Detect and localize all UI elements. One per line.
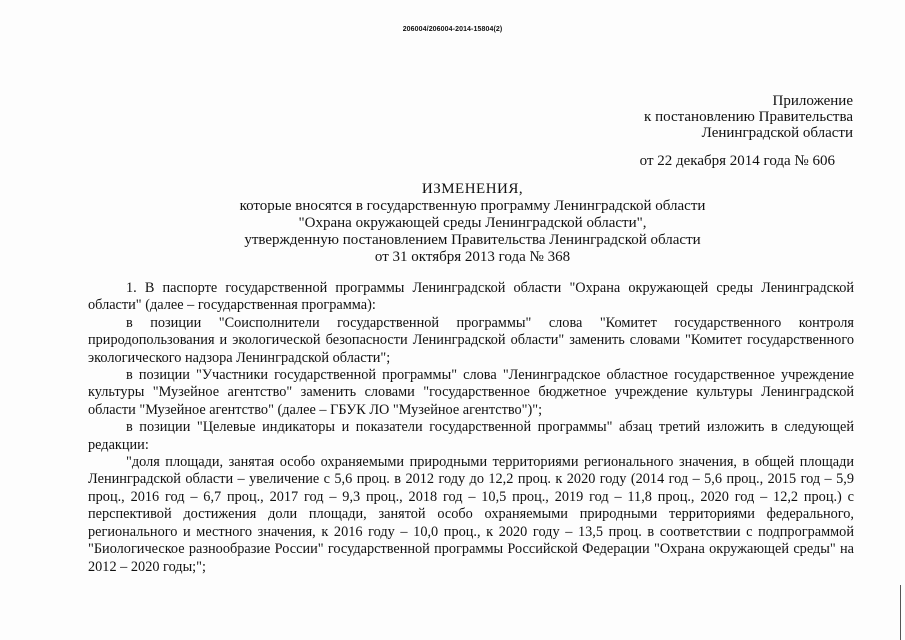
subtitle-line: "Охрана окружающей среды Ленинградской области", bbox=[298, 215, 647, 231]
resolution-number: 606 bbox=[812, 153, 835, 169]
subtitle-line: утвержденную постановлением Правительства Ленинградской области bbox=[244, 232, 701, 248]
appendix-line: к постановлению Правительства bbox=[644, 109, 853, 125]
appendix-line: Ленинградской области bbox=[701, 125, 853, 141]
paragraph: в позиции "Целевые индикаторы и показатели государственной программы" абзац третий изложить в следующей редакции: bbox=[88, 419, 854, 453]
paragraph: в позиции "Участники государственной программы" слова "Ленинградское областное государственное учреждение культуры "Музейное агентство" заменить словами "государственное бюджетное учреждение культуры Ленинградской области "Музейное агентство" (далее – ГБУК ЛО "Музейное агентство")"; bbox=[88, 367, 854, 418]
document-body bbox=[88, 280, 854, 576]
document-id: 206004/206004-2014-15804(2) bbox=[402, 26, 503, 33]
document-title: ИЗМЕНЕНИЯ, bbox=[421, 181, 524, 197]
resolution-date-prefix: от 22 декабря 2014 года № bbox=[639, 153, 813, 169]
paragraph: 1. В паспорте государственной программы Ленинградской области "Охрана окружающей среды Ленинградской области" (далее – государственная программа): bbox=[88, 280, 854, 314]
appendix-line: Приложение bbox=[772, 93, 853, 109]
paragraph: "доля площади, занятая особо охраняемыми природными территориями регионального значения, в общей площади Ленинградской области – увеличение с 5,6 проц. в 2012 году до 12,2 проц. к 2020 году (2014 год – 5,6 проц., 2015 год – 5,9 проц., 2016 год – 6,7 проц., 2017 год – 9,3 проц., 2018 год – 10,5 проц., 2019 год – 11,8 проц., 2020 год – 12,2 проц.) с перспективой достижения доли площади, занятой особо охраняемыми природными территориями федерального, регионального и местного значения, к 2016 году – 10,0 проц., к 2020 году – 13,5 проц. в соответствии с подпрограммой "Биологическое разнообразие России" государственной программы Российской Федерации "Охрана окружающей среды" на 2012 – 2020 годы;"; bbox=[88, 454, 854, 575]
subtitle-line: от 31 октября 2013 года № 368 bbox=[374, 249, 571, 265]
paragraph: в позиции "Соисполнители государственной программы" слова "Комитет государственного контроля природопользования и экологической безопасности Ленинградской области" заменить словами "Комитет государственного экологического надзора Ленинградской области"; bbox=[88, 314, 854, 366]
resolution-date bbox=[640, 153, 835, 170]
subtitle-line: которые вносятся в государственную программу Ленинградской области bbox=[239, 198, 706, 214]
scan-edge-line bbox=[900, 585, 901, 640]
title-block bbox=[0, 181, 905, 266]
appendix-block bbox=[644, 93, 853, 141]
